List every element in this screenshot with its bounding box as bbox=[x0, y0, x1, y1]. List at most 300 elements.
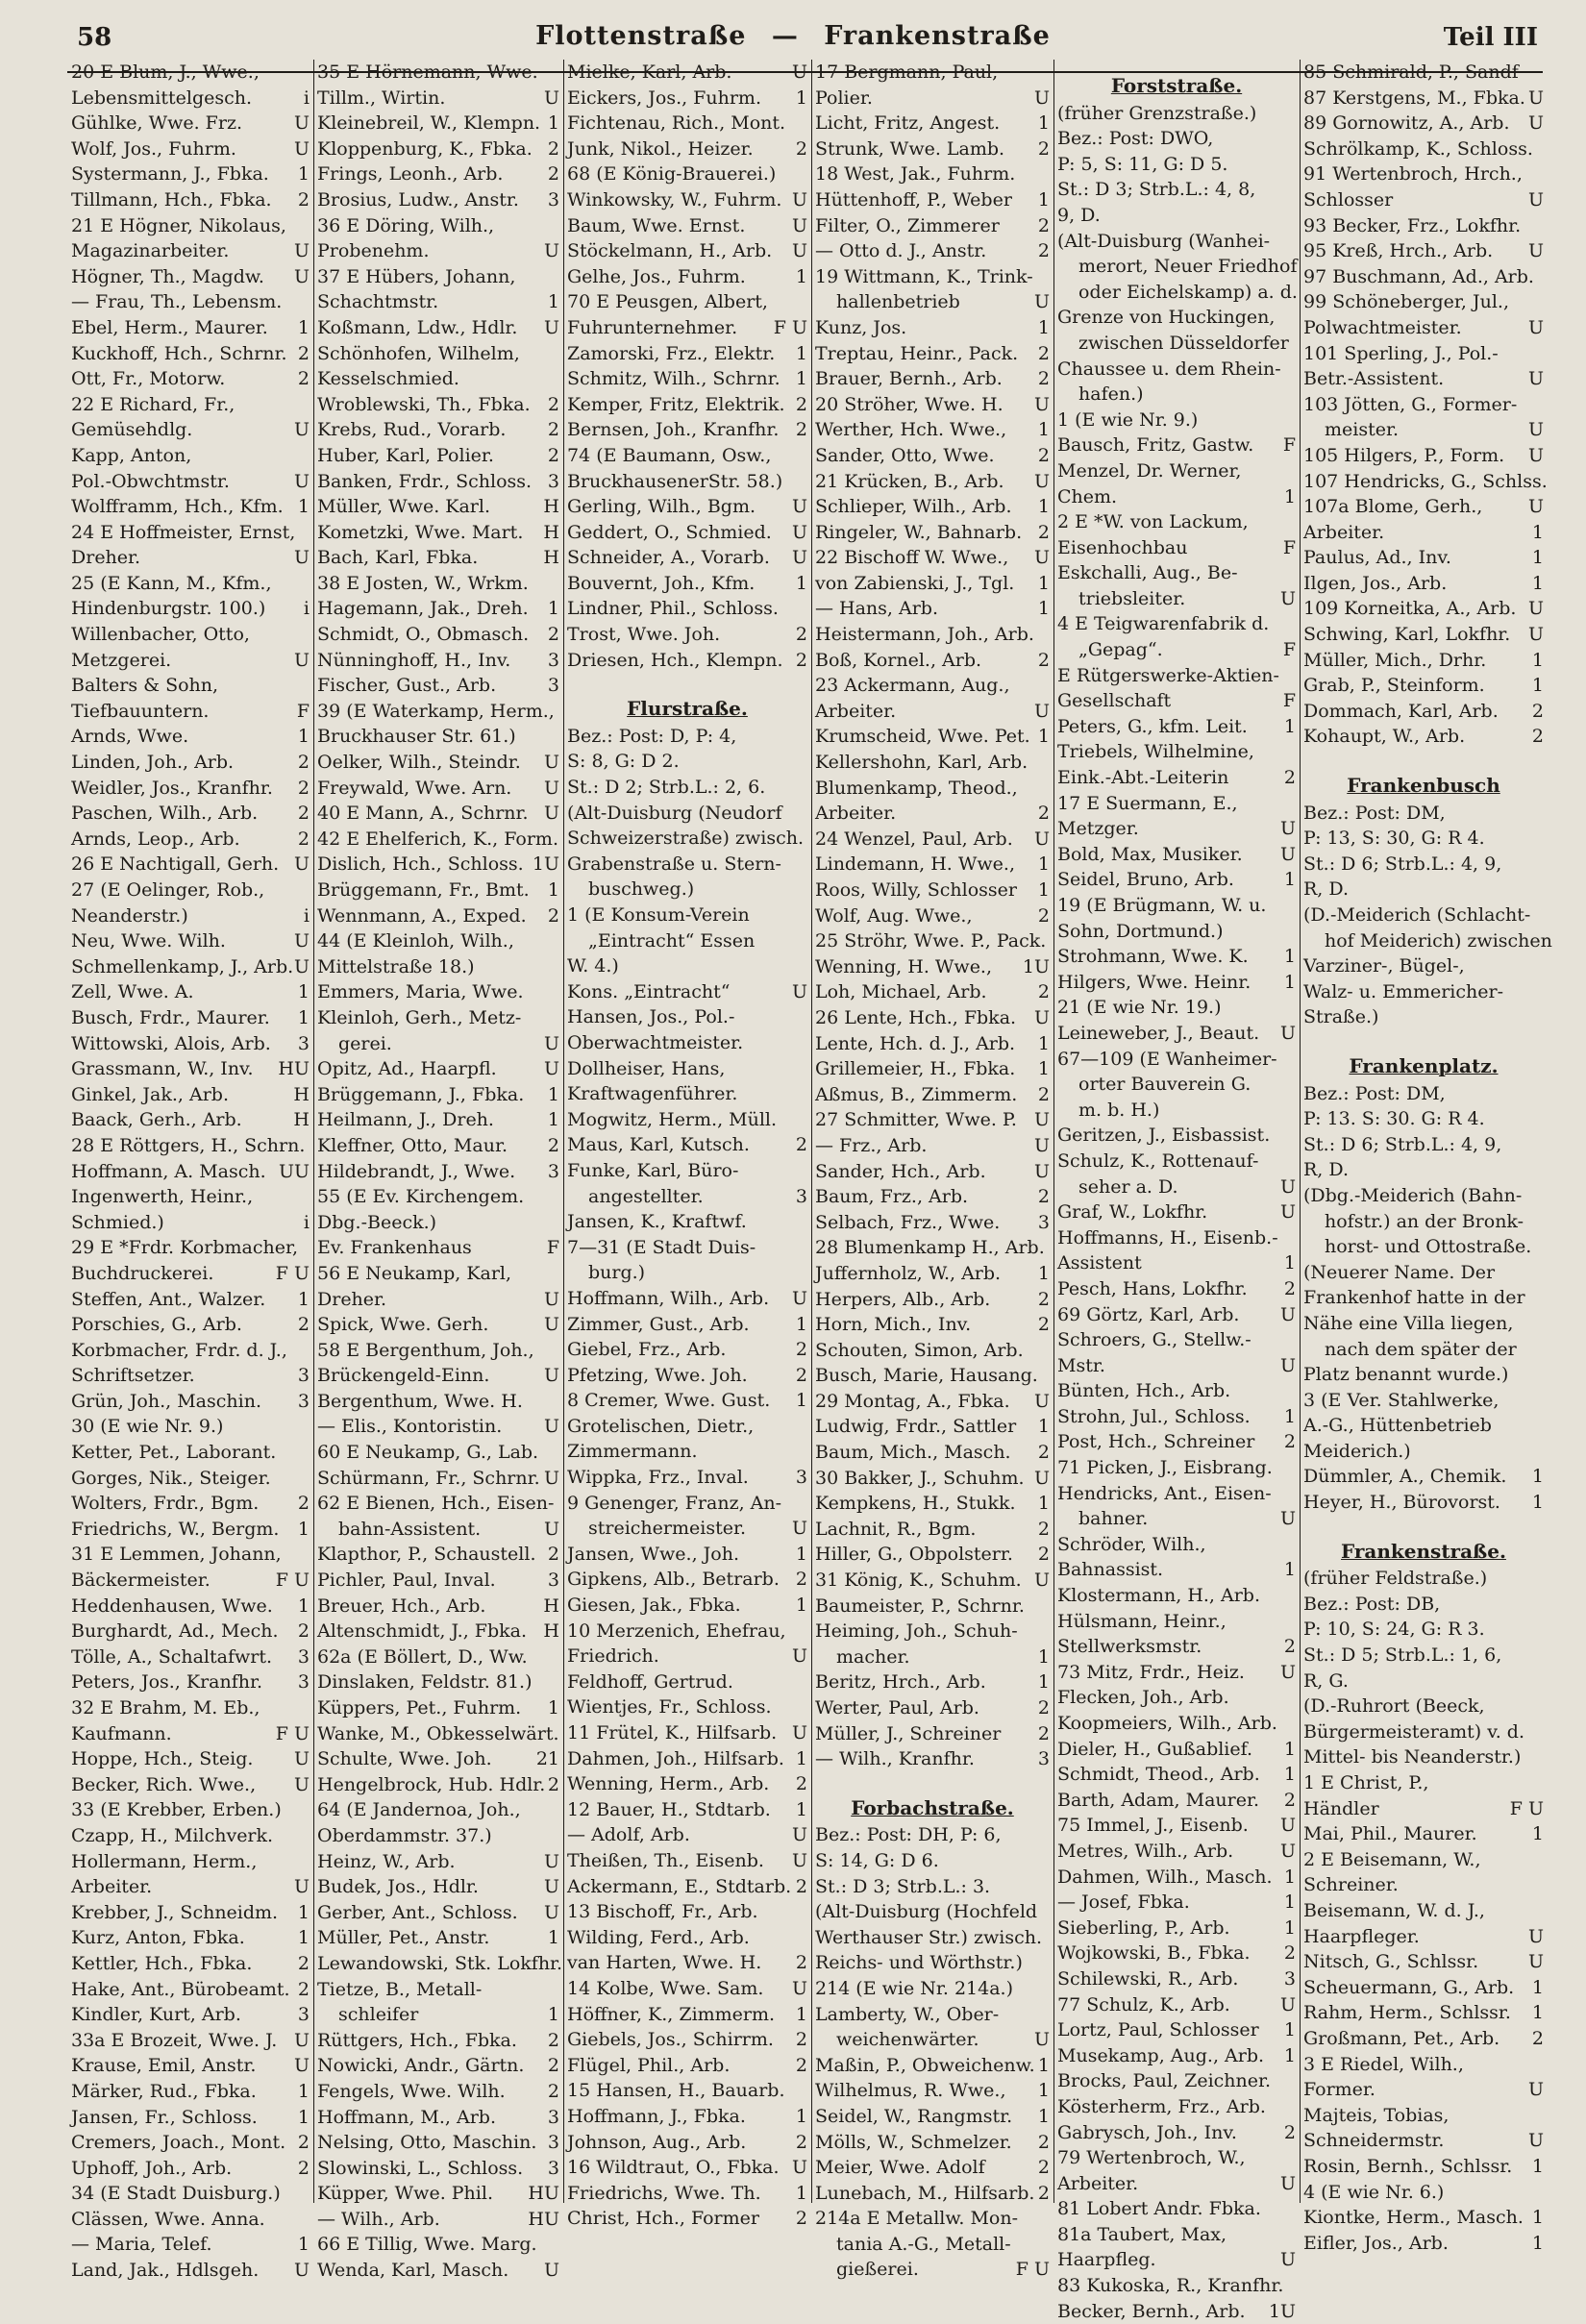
entry-text: Oberwachtmeister. bbox=[567, 1031, 744, 1053]
running-title bbox=[0, 21, 1586, 51]
directory-entry bbox=[567, 86, 807, 111]
entry-text: Freywald, Wwe. Arn. bbox=[317, 777, 512, 799]
entry-text: — Elis., Kontoristin. bbox=[317, 1416, 503, 1438]
entry-text: von Zabienski, J., Tgl. bbox=[815, 572, 1015, 594]
floor-marker: U bbox=[293, 955, 310, 977]
directory-entry bbox=[815, 1184, 1050, 1210]
directory-entry bbox=[1303, 86, 1544, 111]
floor-marker: 1 bbox=[297, 316, 310, 338]
directory-entry bbox=[317, 673, 559, 699]
entry-text: — Hans, Arb. bbox=[815, 598, 939, 620]
entry-text: Bez.: Post: D, P: 4, bbox=[567, 725, 737, 747]
directory-entry bbox=[71, 86, 310, 111]
floor-marker: 1 bbox=[547, 112, 559, 135]
entry-text: Friedrich. bbox=[567, 1645, 659, 1668]
entry-text: Schilewski, R., Arb. bbox=[1057, 1967, 1239, 1990]
floor-marker: 2 bbox=[297, 368, 310, 390]
directory-entry bbox=[1057, 1839, 1296, 1865]
directory-entry bbox=[317, 724, 559, 750]
directory-entry bbox=[317, 1797, 559, 1823]
entry-text: Zimmermann. bbox=[567, 1441, 698, 1463]
entry-text: angestellter. bbox=[588, 1185, 704, 1207]
floor-marker: 2 bbox=[795, 1364, 807, 1386]
entry-text: 40 E Mann, A., Schrnr. bbox=[317, 803, 529, 825]
entry-text: Strohn, Jul., Schloss. bbox=[1057, 1405, 1251, 1427]
directory-entry bbox=[1057, 1455, 1296, 1481]
directory-entry bbox=[317, 1031, 559, 1057]
directory-entry bbox=[567, 928, 807, 954]
entry-text: Baum, Frz., Arb. bbox=[815, 1186, 969, 1208]
directory-entry bbox=[1303, 1388, 1544, 1414]
directory-entry bbox=[1057, 2017, 1296, 2043]
floor-marker: 2 bbox=[1037, 1314, 1050, 1336]
entry-text: Dreher. bbox=[71, 547, 141, 569]
directory-entry bbox=[567, 1209, 807, 1235]
entry-text: Küppers, Pet., Fuhrm. bbox=[317, 1697, 522, 1718]
floor-marker: U bbox=[1279, 1022, 1296, 1044]
directory-entry bbox=[317, 443, 559, 469]
directory-entry bbox=[1057, 126, 1296, 152]
entry-text: Chem. bbox=[1057, 485, 1118, 507]
entry-text: Lindemann, H. Wwe., bbox=[815, 853, 1015, 876]
directory-entry bbox=[317, 1184, 559, 1210]
entry-text: Krause, Emil, Anstr. bbox=[71, 2055, 257, 2077]
directory-entry bbox=[317, 1363, 559, 1389]
directory-entry bbox=[1303, 545, 1544, 571]
entry-text: Meiderich.) bbox=[1303, 1440, 1411, 1462]
directory-entry bbox=[1303, 902, 1544, 928]
floor-marker: 3 bbox=[547, 188, 559, 210]
directory-entry bbox=[1303, 1744, 1544, 1770]
floor-marker: 2 bbox=[297, 1314, 310, 1336]
entry-text: Pfetzing, Wwe. Joh. bbox=[567, 1364, 748, 1386]
entry-text: Strunk, Wwe. Lamb. bbox=[815, 137, 1005, 160]
entry-text: Eink.-Abt.-Leiterin bbox=[1057, 767, 1229, 789]
directory-entry bbox=[1303, 111, 1544, 136]
entry-text: Spick, Wwe. Gerh. bbox=[317, 1314, 489, 1336]
directory-entry bbox=[317, 1594, 559, 1619]
floor-marker: H bbox=[293, 1109, 310, 1131]
entry-text: St.: D 3; Strb.L.: 3. bbox=[815, 1875, 991, 1897]
floor-marker: U bbox=[293, 470, 310, 492]
entry-text: Schwing, Karl, Lokfhr. bbox=[1303, 624, 1511, 646]
entry-text: 28 Blumenkamp H., Arb. bbox=[815, 1237, 1045, 1259]
entry-text: 93 Becker, Frz., Lokfhr. bbox=[1303, 214, 1522, 236]
entry-text: Arbeiter. bbox=[71, 1876, 153, 1898]
directory-entry bbox=[567, 648, 807, 674]
directory-entry bbox=[1057, 739, 1296, 765]
floor-marker: 3 bbox=[547, 1160, 559, 1182]
directory-entry bbox=[317, 776, 559, 802]
floor-marker: U bbox=[791, 214, 807, 236]
floor-marker: 1 bbox=[795, 342, 807, 364]
entry-text: Höffner, K., Zimmerm. bbox=[567, 2003, 776, 2025]
directory-entry bbox=[1057, 458, 1296, 484]
entry-text: Kindler, Kurt, Arb. bbox=[71, 2004, 241, 2026]
directory-entry bbox=[815, 86, 1050, 111]
directory-entry bbox=[71, 494, 310, 520]
entry-text: Rüttgers, Hch., Fbka. bbox=[317, 2029, 517, 2051]
directory-entry bbox=[567, 1644, 807, 1669]
entry-text: (D.-Meiderich (Schlacht- bbox=[1303, 904, 1531, 926]
directory-entry bbox=[71, 2105, 310, 2131]
directory-entry bbox=[815, 1312, 1050, 1338]
floor-marker: 2 bbox=[1283, 1431, 1296, 1453]
directory-entry bbox=[317, 494, 559, 520]
directory-entry bbox=[71, 315, 310, 341]
entry-text: Graf, W., Lokfhr. bbox=[1057, 1201, 1208, 1224]
floor-marker: 2 bbox=[1037, 240, 1050, 262]
directory-entry bbox=[815, 596, 1050, 622]
directory-entry bbox=[1303, 928, 1552, 954]
entry-text: Wolters, Frdr., Bgm. bbox=[71, 1493, 260, 1515]
floor-marker: 1 bbox=[1283, 1559, 1296, 1581]
floor-marker: 1 bbox=[1037, 112, 1050, 135]
floor-marker: 2 bbox=[1037, 137, 1050, 160]
entry-text: Tietze, B., Metall- bbox=[317, 1978, 483, 2000]
floor-marker: 1 bbox=[1531, 521, 1544, 543]
floor-marker: U bbox=[1279, 1815, 1296, 1837]
directory-entry bbox=[567, 1465, 807, 1491]
entry-text: 13 Bischoff, Fr., Arb. bbox=[567, 1901, 758, 1923]
directory-entry bbox=[71, 417, 310, 443]
floor-marker: 1 bbox=[795, 1543, 807, 1565]
entry-text: Linden, Joh., Arb. bbox=[71, 752, 235, 774]
directory-entry bbox=[317, 136, 559, 162]
entry-text: Varziner-, Bügel-, bbox=[1303, 955, 1465, 977]
entry-text: Schlosser bbox=[1303, 188, 1394, 210]
floor-marker: U bbox=[791, 240, 807, 262]
floor-marker: U bbox=[293, 265, 310, 287]
floor-marker: 3 bbox=[547, 2157, 559, 2179]
floor-marker: 3 bbox=[547, 649, 559, 671]
floor-marker: U bbox=[293, 112, 310, 135]
entry-text: Systermann, J., Fbka. bbox=[71, 163, 269, 185]
directory-entry bbox=[71, 954, 310, 980]
entry-text: horst- und Ottostraße. bbox=[1325, 1236, 1532, 1258]
directory-entry bbox=[567, 1925, 807, 1951]
entry-text: Dislich, Hch., Schloss. bbox=[317, 853, 524, 876]
directory-entry bbox=[1303, 1847, 1544, 1873]
directory-entry bbox=[1057, 433, 1296, 458]
spacer bbox=[1303, 1030, 1544, 1040]
entry-text: Kleinebreil, W., Klempn. bbox=[317, 112, 541, 135]
entry-text: 101 Sperling, J., Pol.- bbox=[1303, 342, 1499, 364]
floor-marker: U bbox=[543, 1288, 559, 1310]
directory-entry bbox=[71, 1874, 310, 1900]
entry-text: 14 Kolbe, Wwe. Sam. bbox=[567, 1977, 764, 1999]
column-divider bbox=[811, 60, 812, 2203]
entry-text: 39 (E Waterkamp, Herm., bbox=[317, 700, 555, 722]
entry-text: Baum, Mich., Masch. bbox=[815, 1442, 1011, 1464]
directory-entry bbox=[317, 928, 559, 954]
floor-marker: 1 bbox=[1037, 188, 1050, 210]
directory-entry bbox=[317, 1082, 559, 1108]
directory-entry bbox=[71, 2232, 310, 2258]
floor-marker: 1 bbox=[1531, 2232, 1544, 2254]
entry-text: Wittowski, Alois, Arb. bbox=[71, 1032, 271, 1054]
entry-text: Schmellenkamp, J., Arb. bbox=[71, 955, 294, 977]
floor-marker: 1 bbox=[297, 1595, 310, 1617]
entry-text: Busch, Frdr., Maurer. bbox=[71, 1006, 270, 1028]
directory-entry bbox=[567, 1619, 807, 1644]
directory-entry bbox=[1057, 177, 1296, 203]
entry-text: Beritz, Hrch., Arb. bbox=[815, 1671, 986, 1694]
directory-entry bbox=[317, 1900, 559, 1926]
floor-marker: 2 bbox=[795, 2054, 807, 2076]
directory-entry bbox=[71, 2207, 310, 2233]
entry-text: Gerber, Ant., Schloss. bbox=[317, 1901, 518, 1923]
directory-entry bbox=[567, 1056, 807, 1082]
floor-marker: 2 bbox=[297, 188, 310, 210]
entry-text: 3 E Riedel, Wilh., bbox=[1303, 2053, 1464, 2075]
directory-entry bbox=[1303, 1669, 1544, 1694]
floor-marker: i bbox=[303, 1211, 310, 1233]
directory-entry bbox=[317, 2079, 559, 2105]
entry-text: 21 E Högner, Nikolaus, bbox=[71, 214, 286, 236]
directory-entry bbox=[317, 2130, 559, 2156]
entry-text: Mstr. bbox=[1057, 1354, 1105, 1376]
directory-entry bbox=[815, 801, 1050, 827]
entry-text: Wenning, Herm., Arb. bbox=[567, 1773, 770, 1795]
directory-entry bbox=[317, 264, 559, 290]
directory-entry bbox=[815, 60, 1050, 86]
directory-entry bbox=[317, 2258, 559, 2284]
floor-marker: U bbox=[1279, 2172, 1296, 2194]
floor-marker: 1 bbox=[795, 1595, 807, 1617]
entry-text: 31 König, K., Schuhm. bbox=[815, 1570, 1022, 1592]
entry-text: Kleffner, Otto, Maur. bbox=[317, 1134, 508, 1156]
directory-entry bbox=[71, 1159, 310, 1185]
entry-text: Hildebrandt, J., Wwe. bbox=[317, 1160, 516, 1182]
directory-entry bbox=[567, 877, 807, 902]
entry-text: bahn-Assistent. bbox=[338, 1518, 482, 1540]
floor-marker: F bbox=[1282, 690, 1296, 712]
entry-text: Heinz, W., Arb. bbox=[317, 1850, 456, 1872]
entry-text: Driesen, Hch., Klempn. bbox=[567, 649, 783, 671]
entry-text: 77 Schulz, K., Arb. bbox=[1057, 1993, 1230, 2015]
directory-entry bbox=[567, 136, 807, 162]
entry-text: St.: D 3; Strb.L.: 4, 8, bbox=[1057, 179, 1256, 201]
entry-text: 19 Wittmann, K., Trink- bbox=[815, 265, 1033, 287]
entry-text: Pesch, Hans, Lokfhr. bbox=[1057, 1277, 1248, 1299]
entry-text: Mielke, Karl, Arb. bbox=[567, 62, 732, 83]
entry-text: Mittel- bis Neanderstr.) bbox=[1303, 1746, 1522, 1768]
entry-text: 37 E Hübers, Johann, bbox=[317, 265, 516, 287]
directory-entry bbox=[71, 187, 310, 213]
entry-text: Krebber, J., Schneidm. bbox=[71, 1901, 279, 1923]
entry-text: Bahnassist. bbox=[1057, 1559, 1164, 1581]
directory-entry bbox=[567, 1235, 807, 1261]
directory-entry bbox=[815, 1721, 1050, 1747]
entry-text: Opitz, Ad., Haarpfl. bbox=[317, 1058, 497, 1080]
directory-entry bbox=[1057, 1865, 1296, 1891]
directory-entry bbox=[1303, 1694, 1544, 1719]
floor-marker: 2 bbox=[795, 1952, 807, 1974]
entry-text: Rosin, Bernh., Schlssr. bbox=[1303, 2155, 1513, 2177]
floor-marker: HU bbox=[528, 2183, 559, 2205]
floor-marker: 1 bbox=[1268, 2300, 1280, 2322]
entry-text: zwischen Düsseldorfer bbox=[1078, 332, 1289, 354]
entry-text: Kettler, Hch., Fbka. bbox=[71, 1952, 253, 1974]
directory-entry bbox=[71, 1107, 310, 1133]
entry-text: 75 Immel, J., Eisenb. bbox=[1057, 1815, 1249, 1837]
directory-entry bbox=[567, 1593, 807, 1619]
entry-text: Loh, Michael, Arb. bbox=[815, 981, 987, 1003]
directory-entry bbox=[1303, 2205, 1544, 2231]
entry-text: Menzel, Dr. Werner, bbox=[1057, 459, 1242, 482]
directory-entry bbox=[317, 545, 559, 571]
floor-marker: 2 bbox=[547, 163, 559, 185]
directory-entry bbox=[71, 289, 310, 315]
entry-text: Winkowsky, W., Fuhrm. bbox=[567, 188, 782, 210]
floor-marker: 1 bbox=[1037, 853, 1050, 876]
directory-entry bbox=[567, 1950, 807, 1976]
directory-entry bbox=[317, 111, 559, 136]
floor-marker: U bbox=[1527, 624, 1544, 646]
directory-entry bbox=[815, 136, 1050, 162]
directory-entry bbox=[567, 264, 807, 290]
directory-entry bbox=[1303, 1821, 1544, 1847]
entry-text: Schouten, Simon, Arb. bbox=[815, 1339, 1024, 1361]
floor-marker: 3 bbox=[297, 1671, 310, 1694]
directory-entry bbox=[1303, 289, 1544, 315]
directory-entry bbox=[71, 571, 310, 597]
entry-text: orter Bauverein G. bbox=[1078, 1074, 1251, 1096]
title-dash: — bbox=[771, 21, 799, 51]
directory-entry bbox=[1057, 1225, 1296, 1251]
entry-text: Probenehm. bbox=[317, 240, 430, 262]
entry-text: Ingenwerth, Heinr., bbox=[71, 1186, 254, 1208]
entry-text: 214a E Metallw. Mon- bbox=[815, 2208, 1018, 2230]
entry-text: Gorges, Nik., Steiger. bbox=[71, 1467, 271, 1489]
entry-text: Friedrichs, W., Bergm. bbox=[71, 1518, 280, 1540]
floor-marker: 3 bbox=[795, 1467, 807, 1489]
entry-text: 27 (E Oelinger, Rob., bbox=[71, 879, 265, 901]
entry-text: Ringeler, W., Bahnarb. bbox=[815, 521, 1023, 543]
entry-text: Wroblewski, Th., Fbka. bbox=[317, 393, 531, 415]
directory-entry bbox=[567, 801, 807, 827]
directory-entry bbox=[1057, 1788, 1296, 1814]
entry-text: 21 (E wie Nr. 19.) bbox=[1057, 997, 1222, 1019]
floor-marker: 3 bbox=[547, 2106, 559, 2128]
entry-text: 25 (E Kann, M., Kfm., bbox=[71, 572, 272, 594]
directory-entry bbox=[71, 60, 310, 86]
directory-entry bbox=[71, 1184, 310, 1210]
entry-text: Kesselschmied. bbox=[317, 368, 459, 390]
entry-text: Fischer, Gust., Arb. bbox=[317, 675, 497, 697]
floor-marker: U bbox=[1033, 1160, 1050, 1182]
floor-marker: U bbox=[1279, 818, 1296, 840]
directory-entry bbox=[1057, 2120, 1296, 2146]
floor-marker: U bbox=[791, 62, 807, 83]
entry-text: 19 (E Brügmann, W. u. bbox=[1057, 895, 1267, 916]
directory-entry bbox=[815, 903, 1050, 929]
entry-text: Müller, Mich., Drhr. bbox=[1303, 649, 1487, 671]
directory-entry bbox=[1303, 1924, 1544, 1950]
entry-text: Tölle, A., Schaltafwrt. bbox=[71, 1645, 273, 1668]
directory-entry bbox=[71, 2053, 310, 2079]
floor-marker: 2 bbox=[547, 1544, 559, 1566]
entry-text: R, G. bbox=[1303, 1669, 1349, 1692]
entry-text: P: 13, S: 30, G: R 4. bbox=[1303, 828, 1485, 850]
entry-text: Schulz, K., Rottenauf- bbox=[1057, 1150, 1259, 1172]
entry-text: Trost, Wwe. Joh. bbox=[567, 624, 721, 646]
title-left: Flottenstraße bbox=[535, 21, 747, 51]
entry-text: (Alt-Duisburg (Neudorf bbox=[567, 802, 782, 824]
entry-text: Wolf, Jos., Fuhrm. bbox=[71, 137, 236, 160]
floor-marker: i bbox=[303, 904, 310, 927]
floor-marker: 1 bbox=[1037, 1058, 1050, 1080]
directory-entry bbox=[71, 1210, 310, 1236]
entry-text: Bez.: Post: DB, bbox=[1303, 1593, 1441, 1615]
entry-text: triebsleiter. bbox=[1078, 587, 1186, 609]
directory-entry bbox=[1057, 1992, 1296, 2018]
entry-text: Lewandowski, Stk. Lokfhr. bbox=[317, 1952, 563, 1974]
directory-entry bbox=[815, 648, 1050, 674]
directory-entry bbox=[71, 596, 310, 622]
entry-text: 2 E Beisemann, W., bbox=[1303, 1848, 1481, 1870]
entry-text: 85 Schmirald, P., Sandf bbox=[1303, 62, 1519, 83]
floor-marker: 1 bbox=[1037, 1671, 1050, 1694]
entry-text: Bouvernt, Joh., Kfm. bbox=[567, 572, 756, 594]
directory-entry bbox=[71, 1082, 310, 1108]
directory-entry bbox=[1057, 1353, 1296, 1379]
directory-entry bbox=[317, 1235, 559, 1261]
directory-entry bbox=[815, 1899, 1050, 1925]
directory-entry bbox=[567, 1158, 807, 1184]
directory-entry bbox=[815, 1338, 1050, 1364]
entry-text: Dommach, Karl, Arb. bbox=[1303, 700, 1499, 722]
directory-entry bbox=[71, 1005, 310, 1031]
entry-text: Haarpfleg. bbox=[1057, 2249, 1156, 2271]
directory-entry bbox=[317, 1133, 559, 1159]
entry-text: Bach, Karl, Fbka. bbox=[317, 547, 479, 569]
entry-text: Hengelbrock, Hub. Hdlr. bbox=[317, 1773, 546, 1795]
floor-marker: 1 bbox=[1283, 869, 1296, 891]
floor-marker: U bbox=[1279, 1993, 1296, 2015]
directory-entry bbox=[567, 111, 807, 136]
entry-text: hof Meiderich) zwischen bbox=[1325, 929, 1552, 952]
floor-marker: 1 bbox=[547, 1927, 559, 1949]
directory-entry bbox=[1057, 535, 1296, 561]
floor-marker: 2 bbox=[795, 2029, 807, 2051]
floor-marker: U bbox=[293, 649, 310, 671]
floor-marker: 2 bbox=[1283, 1789, 1296, 1811]
entry-text: 74 (E Baumann, Osw., bbox=[567, 444, 772, 466]
floor-marker: 1 bbox=[297, 496, 310, 518]
directory-entry bbox=[815, 1644, 1050, 1670]
directory-entry bbox=[815, 289, 1050, 315]
floor-marker: U bbox=[1279, 1661, 1296, 1683]
directory-entry bbox=[815, 1082, 1050, 1108]
entry-text: 81 Lobert Andr. Fbka. bbox=[1057, 2198, 1261, 2220]
entry-text: Rahm, Herm., Schlssr. bbox=[1303, 2002, 1511, 2024]
entry-text: 89 Gornowitz, A., Arb. bbox=[1303, 112, 1510, 135]
entry-text: Brosius, Ludw., Anstr. bbox=[317, 188, 519, 210]
entry-text: Kleinloh, Gerh., Metz- bbox=[317, 1006, 522, 1028]
directory-entry bbox=[317, 1619, 559, 1644]
entry-text: van Harten, Wwe. H. bbox=[567, 1952, 762, 1974]
entry-text: 16 Wildtraut, O., Fbka. bbox=[567, 2157, 780, 2179]
directory-entry bbox=[1303, 826, 1544, 852]
directory-entry bbox=[1303, 1592, 1544, 1618]
floor-marker: F bbox=[1282, 434, 1296, 457]
entry-text: Funke, Karl, Büro- bbox=[567, 1159, 739, 1181]
floor-marker: U bbox=[293, 1876, 310, 1898]
entry-text: Pichler, Paul, Inval. bbox=[317, 1570, 496, 1592]
directory-entry bbox=[1057, 611, 1296, 637]
